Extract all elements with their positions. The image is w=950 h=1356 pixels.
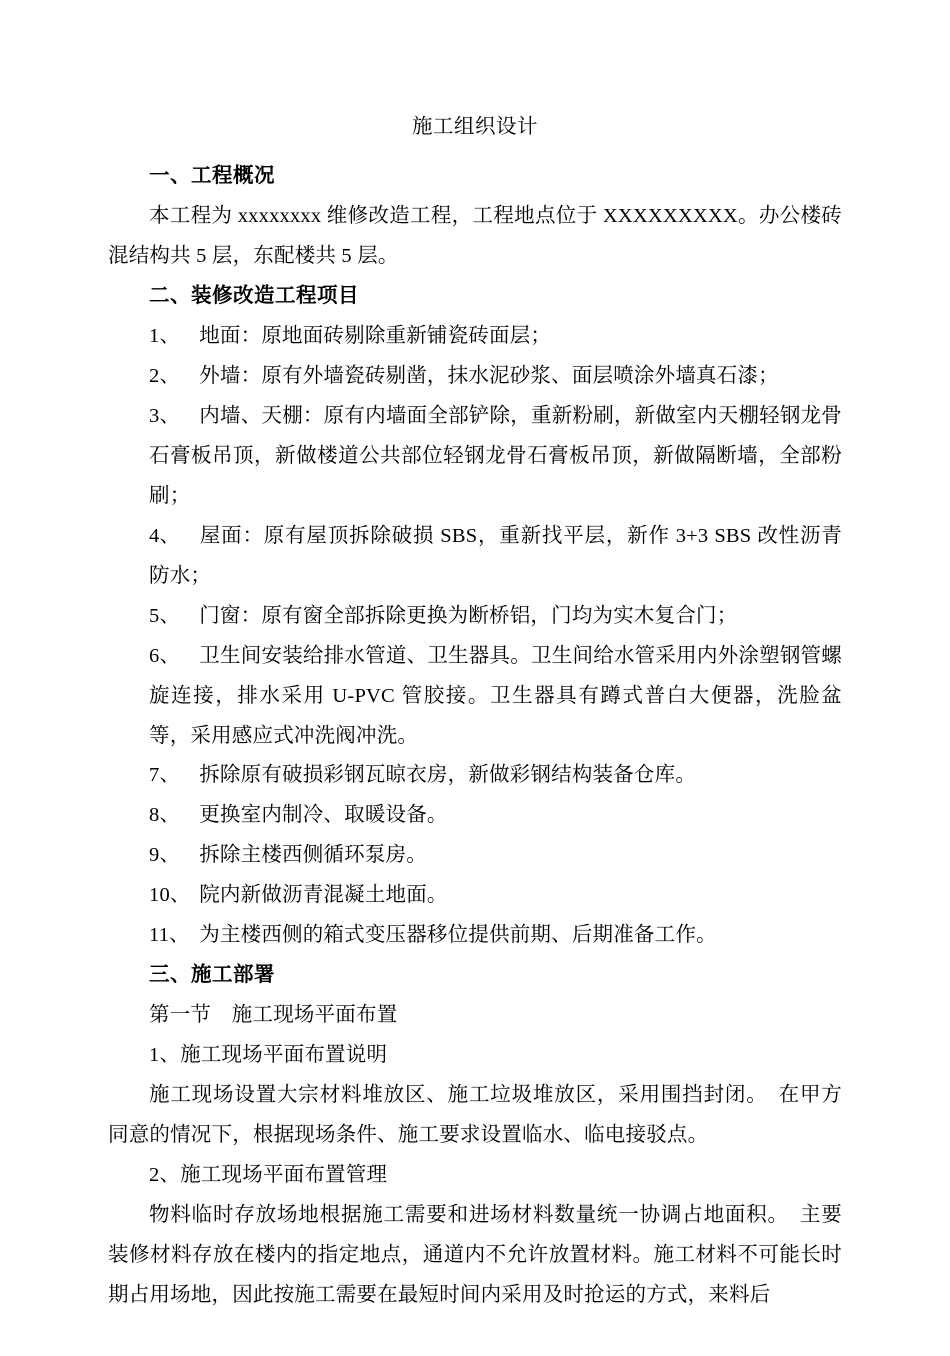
list-item-number: 3、	[149, 404, 181, 427]
list-item	[108, 517, 842, 597]
section-heading: 二、装修改造工程项目	[149, 284, 359, 307]
list-item-number: 1、	[149, 324, 181, 347]
list-item-number: 2、	[149, 364, 181, 387]
list-item-number: 9、	[149, 844, 181, 867]
list-item	[108, 916, 842, 956]
list-item-number: 10、	[149, 884, 191, 907]
list-item-text: 为主楼西侧的箱式变压器移位提供前期、后期准备工作。	[199, 924, 717, 947]
paragraph: 物料临时存放场地根据施工需要和进场材料数量统一协调占地面积。 主要装修材料存放在楼内的指定地点，通道内不允许放置材料。施工材料不可能长时期占用场地，因此按施工需要在最短时间内采用及时抢运的方式，来料后	[108, 1204, 842, 1307]
list-item-text: 院内新做沥青混凝土地面。	[199, 884, 448, 907]
list-item	[108, 597, 842, 637]
list-item	[108, 317, 842, 357]
list-item-text: 地面：原地面砖剔除重新铺瓷砖面层；	[199, 324, 552, 347]
list-item-number: 11、	[149, 924, 190, 947]
document-title: 施工组织设计	[412, 116, 538, 138]
list-item-text: 外墙：原有外墙瓷砖剔凿，抹水泥砂浆、面层喷涂外墙真石漆；	[199, 364, 779, 387]
list-item-text: 屋面：原有屋顶拆除破损 SBS，重新找平层，新作 3+3 SBS 改性沥青防水；	[149, 524, 842, 587]
section-heading: 一、工程概况	[149, 164, 275, 187]
list-item	[108, 357, 842, 397]
paragraph: 本工程为 xxxxxxxx 维修改造工程，工程地点位于 XXXXXXXXX。办公楼砖混结构共 5 层，东配楼共 5 层。	[108, 204, 842, 267]
list-item	[108, 836, 842, 876]
list-item-text: 内墙、天棚：原有内墙面全部铲除，重新粉刷，新做室内天棚轻钢龙骨石膏板吊顶，新做楼道公共部位轻钢龙骨石膏板吊顶，新做隔断墙，全部粉刷；	[149, 404, 842, 507]
document-body	[108, 157, 842, 1316]
list-item-text: 卫生间安装给排水管道、卫生器具。卫生间给水管采用内外涂塑钢管螺旋连接，排水采用 U-PVC 管胶接。卫生器具有蹲式普白大便器，洗脸盆等，采用感应式冲洗阀冲洗。	[149, 644, 842, 747]
list-item-number: 7、	[149, 764, 181, 787]
list-item-number: 4、	[149, 524, 181, 547]
list-item	[108, 876, 842, 916]
list-item	[108, 796, 842, 836]
list-item-number: 5、	[149, 604, 181, 627]
list-item	[108, 397, 842, 517]
list-item-text: 拆除原有破损彩钢瓦晾衣房，新做彩钢结构装备仓库。	[199, 764, 697, 787]
list-item-text: 门窗：原有窗全部拆除更换为断桥铝，门均为实木复合门；	[199, 604, 738, 627]
section-heading: 三、施工部署	[149, 964, 275, 987]
list-item-number: 6、	[149, 644, 181, 667]
list-item	[108, 756, 842, 796]
list-item-text: 拆除主楼西侧循环泵房。	[199, 844, 427, 867]
sub-heading: 2、施工现场平面布置管理	[149, 1164, 388, 1187]
sub-heading: 第一节 施工现场平面布置	[149, 1004, 398, 1027]
list-item-text: 更换室内制冷、取暖设备。	[199, 804, 448, 827]
sub-heading: 1、施工现场平面布置说明	[149, 1044, 388, 1067]
list-item-number: 8、	[149, 804, 181, 827]
paragraph: 施工现场设置大宗材料堆放区、施工垃圾堆放区，采用围挡封闭。 在甲方同意的情况下，根据现场条件、施工要求设置临水、临电接驳点。	[108, 1084, 842, 1147]
list-item	[108, 637, 842, 757]
